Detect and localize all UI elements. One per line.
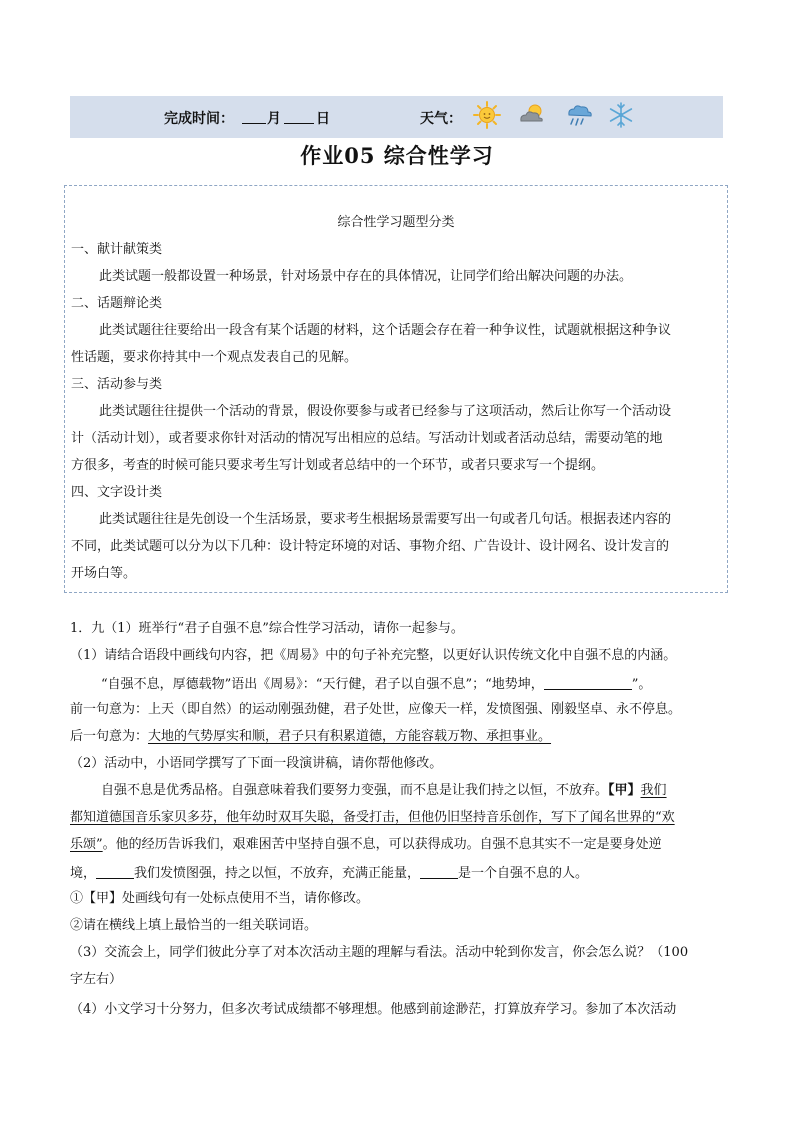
answer-blank[interactable] xyxy=(544,675,632,690)
speech-text: 。他的经历告诉我们，艰难困苦中坚持自强不息，可以获得成功。自强不息其实不一定是要身处逆 xyxy=(102,837,662,852)
category-4-text-line: 不同，此类试题可以分为以下几种：设计特定环境的对话、事物介绍、广告设计、设计网名、设计发言的 xyxy=(71,539,670,554)
quote-text: “自强不息，厚德载物”语出《周易》：“天行健，君子以自强不息”；“地势坤， xyxy=(101,677,544,692)
first-sentence-meaning: 前一句意为：上天（即自然）的运动刚强劲健，君子处世，应像天一样，发愤图强、刚毅坚卓、永不停息。 xyxy=(70,702,682,717)
underlined-sentence: 我们 xyxy=(640,783,667,798)
question-part-1: （1）请结合语段中画线句内容，把《周易》中的句子补充完整，以更好认识传统文化中自强不息的内涵。 xyxy=(70,648,677,663)
quote-line xyxy=(101,675,651,693)
month-blank[interactable] xyxy=(242,123,266,124)
speech-line xyxy=(101,783,667,799)
question-intro: 1．九（1）班举行“君子自强不息”综合性学习活动，请你一起参与。 xyxy=(70,621,464,636)
category-2-text-line: 性话题，要求你持其中一个观点发表自己的见解。 xyxy=(71,350,358,365)
sub-question-1: ①【甲】处画线句有一处标点使用不当，请你修改。 xyxy=(70,891,370,906)
category-1-text: 此类试题一般都设置一种场景，针对场景中存在的具体情况，让同学们给出解决问题的办法。 xyxy=(99,269,633,284)
completion-time-label: 完成时间： xyxy=(164,111,234,127)
header-bar xyxy=(70,96,723,138)
partly-cloudy-icon[interactable] xyxy=(516,100,546,130)
speech-line xyxy=(70,864,588,882)
category-4-heading: 四、文字设计类 xyxy=(71,485,163,500)
category-2-heading: 二、话题辩论类 xyxy=(71,296,163,311)
month-label: 月 xyxy=(267,111,281,127)
underlined-meaning: 大地的气势厚实和顺，君子只有积累道德，方能容载万物、承担事业。 xyxy=(148,729,552,744)
question-part-2: （2）活动中，小语同学撰写了下面一段演讲稿，请你帮他修改。 xyxy=(70,756,443,771)
speech-line xyxy=(70,837,662,853)
category-3-text-line: 计（活动计划），或者要求你针对活动的情况写出相应的总结。写活动计划或者活动总结，需要动笔的地 xyxy=(71,431,663,446)
speech-text: 我们发愤图强，持之以恒，不放弃，充满正能量， xyxy=(134,866,421,881)
weather-label: 天气： xyxy=(420,111,462,127)
category-1-heading: 一、献计献策类 xyxy=(71,242,163,257)
underlined-sentence: 乐颂” xyxy=(70,837,103,852)
box-heading: 综合性学习题型分类 xyxy=(337,215,455,230)
snowflake-icon[interactable] xyxy=(606,100,636,130)
sunny-icon[interactable] xyxy=(472,100,502,130)
question-part-3-cont: 字左右） xyxy=(70,972,123,987)
speech-text: 境， xyxy=(70,866,97,881)
speech-text: 自强不息是优秀品格。自强意味着我们要努力变强，而不息是让我们持之以恒，不放弃。 xyxy=(101,783,609,798)
speech-line xyxy=(70,810,675,826)
day-blank[interactable] xyxy=(284,123,314,124)
category-4-text-line: 此类试题往往是先创设一个生活场景，要求考生根据场景需要写出一句或者几句话。根据表述内容的 xyxy=(99,512,672,527)
sub-question-2: ②请在横线上填上最恰当的一组关联词语。 xyxy=(70,918,318,933)
classification-box xyxy=(64,185,728,593)
connective-blank-2[interactable] xyxy=(420,864,458,879)
question-part-4: （4）小文学习十分努力，但多次考试成绩都不够理想。他感到前途渺茫，打算放弃学习。参加了本次活动 xyxy=(70,1002,677,1017)
mark-jia: 【甲】 xyxy=(608,783,641,798)
quote-close: ”。 xyxy=(631,677,652,692)
underlined-sentence: 都知道德国音乐家贝多芬，他年幼时双耳失聪，备受打击，但他仍旧坚持音乐创作，写下了闻名世界的“欢 xyxy=(70,810,675,825)
question-part-3: （3）交流会上，同学们彼此分享了对本次活动主题的理解与看法。活动中轮到你发言，你会怎么说？（100 xyxy=(70,945,689,960)
speech-text: 是一个自强不息的人。 xyxy=(458,866,589,881)
category-3-text-line: 此类试题往往提供一个活动的背景，假设你要参与或者已经参与了这项活动，然后让你写一个活动设 xyxy=(99,404,672,419)
category-3-heading: 三、活动参与类 xyxy=(71,377,163,392)
meaning-prefix: 后一句意为： xyxy=(70,729,149,744)
page-title: 作业05 综合性学习 xyxy=(300,143,494,168)
rainy-icon[interactable] xyxy=(564,100,594,130)
second-sentence-meaning xyxy=(70,729,551,745)
category-4-text-line: 开场白等。 xyxy=(71,566,137,581)
connective-blank-1[interactable] xyxy=(96,864,134,879)
category-3-text-line: 方很多，考查的时候可能只要求考生写计划或者总结中的一个环节，或者只要求写一个提纲。 xyxy=(71,458,605,473)
day-label: 日 xyxy=(316,111,330,127)
category-2-text-line: 此类试题往往要给出一段含有某个话题的材料，这个话题会存在着一种争议性，试题就根据这种争议 xyxy=(99,323,672,338)
